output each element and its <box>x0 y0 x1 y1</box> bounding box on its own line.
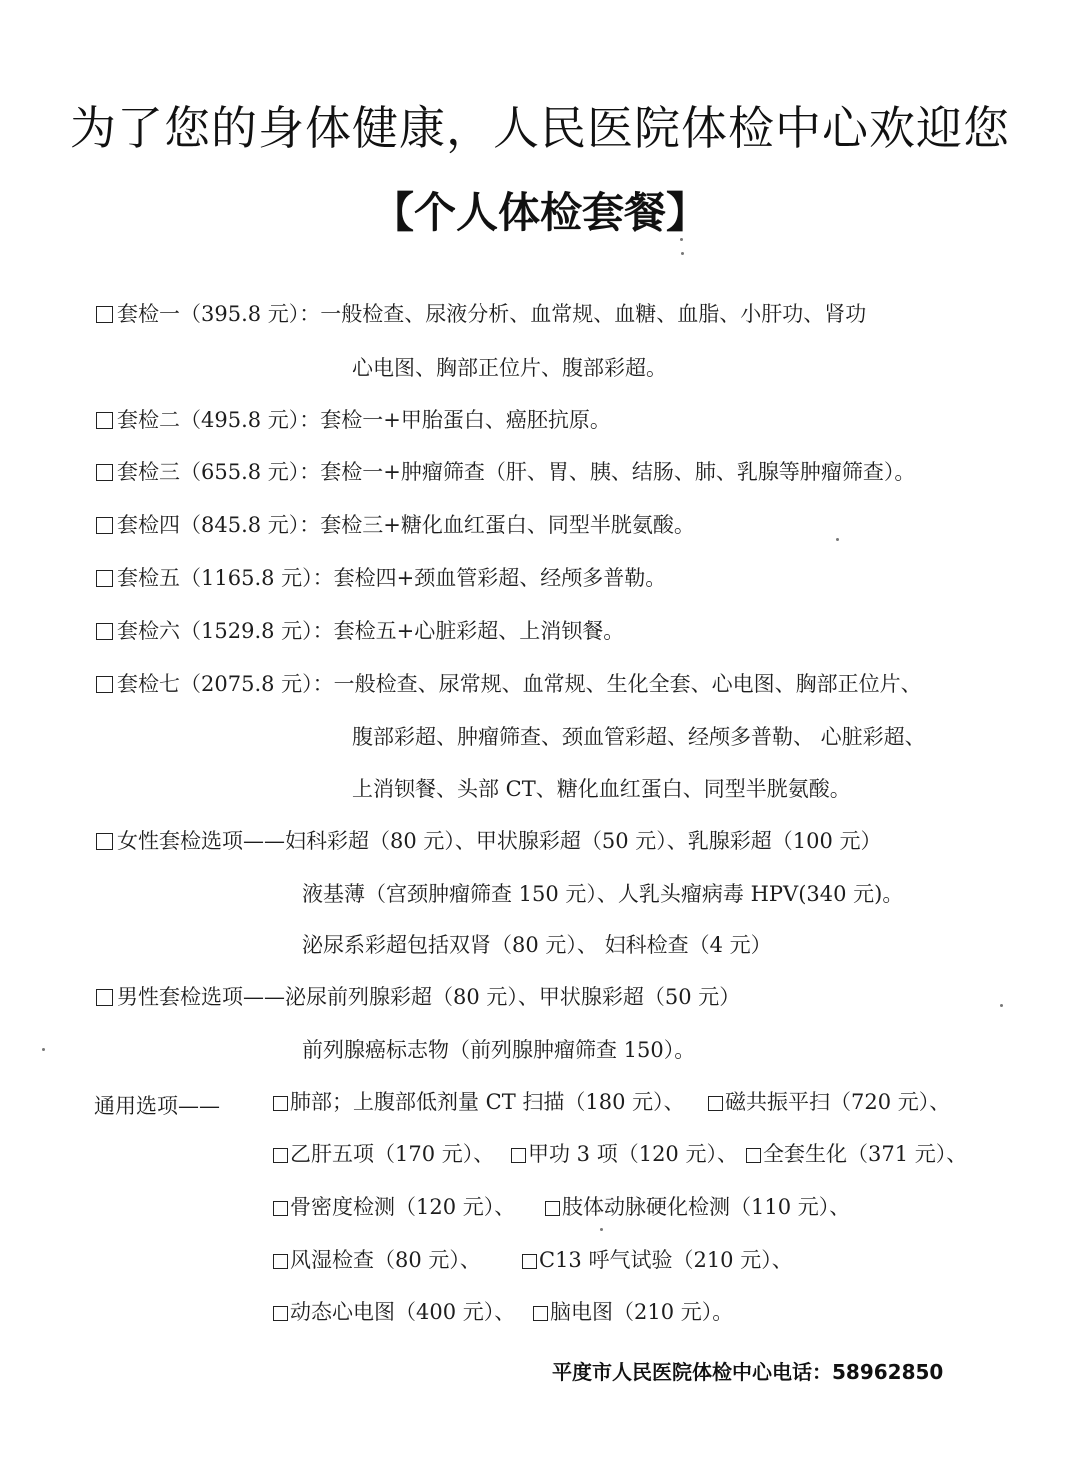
general-option: 风湿检查（80 元）、 <box>273 1246 481 1274</box>
checkbox-icon[interactable] <box>273 1096 288 1111</box>
checkbox-icon[interactable] <box>511 1148 526 1163</box>
female-options-items-continued: 泌尿系彩超包括双肾（80 元）、 妇科检查（4 元） <box>302 933 772 957</box>
checkbox-icon[interactable] <box>273 1201 288 1216</box>
female-options-label: 女性套检选项—— <box>117 829 285 853</box>
package-items: 套检一+甲胎蛋白、癌胚抗原。 <box>320 408 611 432</box>
package-row <box>96 406 611 434</box>
general-option: 全套生化（371 元）、 <box>746 1140 967 1168</box>
female-options-row <box>96 827 882 855</box>
package-items-continued: 心电图、胸部正位片、腹部彩超。 <box>352 356 667 380</box>
page-subtitle: 【个人体检套餐】 <box>371 188 708 237</box>
checkbox-icon[interactable] <box>273 1148 288 1163</box>
package-name: 套检七（2075.8 元）： <box>117 672 334 696</box>
footer-phone: 平度市人民医院体检中心电话：58962850 <box>552 1360 944 1384</box>
checkbox-icon[interactable] <box>746 1148 761 1163</box>
package-row <box>96 564 666 592</box>
package-name: 套检一（395.8 元）： <box>117 302 321 326</box>
package-row <box>96 617 624 645</box>
general-option: 骨密度检测（120 元）、 <box>273 1193 515 1221</box>
checkbox-icon[interactable] <box>96 570 113 587</box>
general-option: 甲功 3 项（120 元）、 <box>511 1140 738 1168</box>
package-items: 一般检查、尿常规、血常规、生化全套、心电图、胸部正位片、 <box>333 672 922 696</box>
package-name: 套检二（495.8 元）： <box>117 408 321 432</box>
page-title: 为了您的身体健康，人民医院体检中心欢迎您 <box>70 101 1010 155</box>
checkbox-icon[interactable] <box>708 1096 723 1111</box>
checkbox-icon[interactable] <box>533 1306 548 1321</box>
checkbox-icon[interactable] <box>273 1254 288 1269</box>
male-options-items: 泌尿前列腺彩超（80 元）、甲状腺彩超（50 元） <box>285 985 741 1009</box>
package-row <box>96 300 866 328</box>
package-name: 套检四（845.8 元）： <box>117 513 321 537</box>
package-row <box>96 458 915 486</box>
package-items: 套检四+颈血管彩超、经颅多普勒。 <box>333 566 667 590</box>
scan-speck <box>681 252 684 255</box>
general-option: 脑电图（210 元）。 <box>533 1298 733 1326</box>
general-option: 动态心电图（400 元）、 <box>273 1298 515 1326</box>
package-row <box>96 511 695 539</box>
checkbox-icon[interactable] <box>545 1201 560 1216</box>
package-items: 一般检查、尿液分析、血常规、血糖、血脂、小肝功、肾功 <box>320 302 867 326</box>
general-option: C13 呼气试验（210 元）、 <box>522 1246 793 1274</box>
checkbox-icon[interactable] <box>522 1254 537 1269</box>
package-items-continued: 上消钡餐、头部 CT、糖化血红蛋白、同型半胱氨酸。 <box>352 777 851 801</box>
package-name: 套检六（1529.8 元）： <box>117 619 334 643</box>
female-options-items: 妇科彩超（80 元）、甲状腺彩超（50 元）、乳腺彩超（100 元） <box>285 829 882 853</box>
female-options-items-continued: 液基薄（宫颈肿瘤筛查 150 元）、人乳头瘤病毒 HPV(340 元)。 <box>302 882 904 906</box>
checkbox-icon[interactable] <box>96 517 113 534</box>
checkbox-icon[interactable] <box>96 306 113 323</box>
package-name: 套检三（655.8 元）： <box>117 460 321 484</box>
checkbox-icon[interactable] <box>96 833 113 850</box>
package-items: 套检一+肿瘤筛查（肝、胃、胰、结肠、肺、乳腺等肿瘤筛查）。 <box>320 460 916 484</box>
checkbox-icon[interactable] <box>96 464 113 481</box>
male-options-items-continued: 前列腺癌标志物（前列腺肿瘤筛查 150）。 <box>302 1038 696 1062</box>
checkbox-icon[interactable] <box>96 412 113 429</box>
checkbox-icon[interactable] <box>96 989 113 1006</box>
scan-speck <box>836 538 839 541</box>
package-items: 套检三+糖化血红蛋白、同型半胱氨酸。 <box>320 513 695 537</box>
scan-speck <box>42 1048 45 1051</box>
scan-speck <box>1000 1004 1003 1007</box>
general-option: 磁共振平扫（720 元）、 <box>708 1088 950 1116</box>
package-row <box>96 670 922 698</box>
scan-speck <box>680 238 683 241</box>
general-option: 肢体动脉硬化检测（110 元）、 <box>545 1193 850 1221</box>
general-options-label: 通用选项—— <box>94 1094 220 1118</box>
package-items: 套检五+心脏彩超、上消钡餐。 <box>333 619 625 643</box>
scan-speck <box>600 1228 603 1231</box>
male-options-row <box>96 983 740 1011</box>
male-options-label: 男性套检选项—— <box>117 985 285 1009</box>
checkbox-icon[interactable] <box>96 623 113 640</box>
package-items-continued: 腹部彩超、肿瘤筛查、颈血管彩超、经颅多普勒、 心脏彩超、 <box>352 725 926 749</box>
checkbox-icon[interactable] <box>273 1306 288 1321</box>
checkbox-icon[interactable] <box>96 676 113 693</box>
general-option: 肺部；上腹部低剂量 CT 扫描（180 元）、 <box>273 1088 685 1116</box>
general-option: 乙肝五项（170 元）、 <box>273 1140 494 1168</box>
package-name: 套检五（1165.8 元）： <box>117 566 334 590</box>
